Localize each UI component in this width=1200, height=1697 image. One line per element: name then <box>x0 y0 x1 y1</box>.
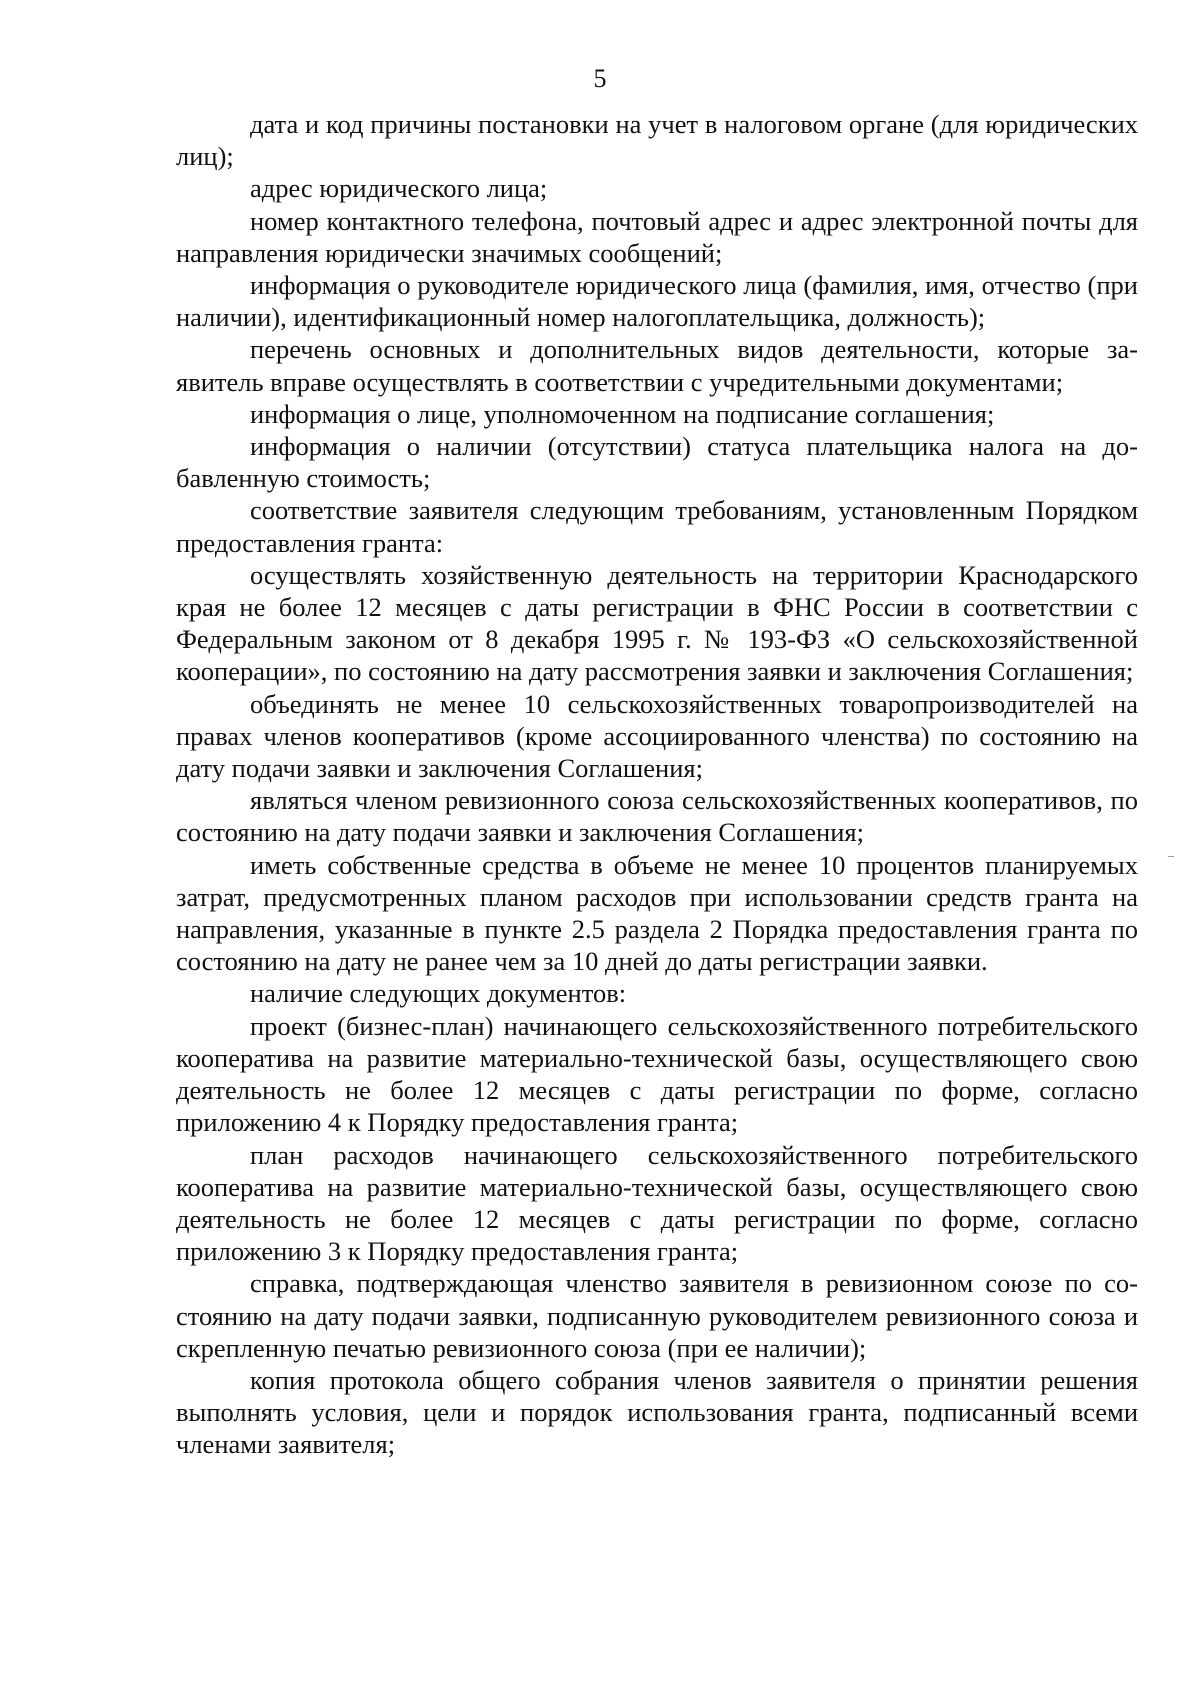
paragraph-director-info: информация о руководителе юридического лица (фамилия, имя, отчество (при наличии), идентификационный номер налогоплательщика, должность); <box>176 270 1138 333</box>
paragraph-authorized-person: информация о лице, уполномоченном на подписание соглашения; <box>250 398 995 429</box>
paragraph-requirement-own-funds: иметь собственные средства в объеме не менее 10 процентов планируемых затрат, предусмотренных планом расходов при использовании средств гранта на направления, указанные в пункте 2.5 раздела 2 Порядка предоставления гранта по состоянию на дату не ранее чем за 10 дней до даты регистрации заявки. <box>176 849 1138 977</box>
scan-mark <box>1168 856 1174 857</box>
page-number: 5 <box>593 64 607 93</box>
paragraph-requirement-members: объединять не менее 10 сельскохозяйственных товаропроизводителей на правах членов кооперативов (кроме ассоциированного членства) по состоянию на дату подачи заявки и заключения Соглашения; <box>176 688 1138 784</box>
document-body <box>176 108 1138 1461</box>
paragraph-documents-intro: наличие следующих документов: <box>250 978 627 1009</box>
paragraph-document-business-plan: проект (бизнес-план) начинающего сельскохозяйственного потребительского кооператива на развитие материально-технической базы, осуществляющего свою деятельность не более 12 месяцев с даты регистрации по форме, согласно приложению 4 к Порядку предоставления гранта; <box>176 1010 1138 1138</box>
paragraph-document-meeting-protocol: копия протокола общего собрания членов заявителя о принятии решения выполнять условия, цели и порядок использования гранта, подписанный всеми членами заявителя; <box>176 1364 1138 1460</box>
paragraph-activities: перечень основных и дополнительных видов деятельности, которые заявитель вправе осуществлять в соответствии с учредительными документами; <box>176 334 1138 397</box>
paragraph-contact-info: номер контактного телефона, почтовый адрес и адрес электронной почты для направления юридически значимых сообщений; <box>176 205 1138 268</box>
paragraph-vat-status: информация о наличии (отсутствии) статуса плательщика налога на добавленную стоимость; <box>176 431 1138 494</box>
paragraph-requirement-audit-union: являться членом ревизионного союза сельскохозяйственных кооперативов, по состоянию на дату подачи заявки и заключения Соглашения; <box>176 785 1138 848</box>
paragraph-registration-date: дата и код причины постановки на учет в налоговом органе (для юридических лиц); <box>176 109 1138 172</box>
paragraph-requirements-intro: соответствие заявителя следующим требованиям, установленным Порядком предоставления гранта: <box>176 495 1138 558</box>
paragraph-legal-address: адрес юридического лица; <box>250 173 548 204</box>
paragraph-requirement-activity: осуществлять хозяйственную деятельность на территории Краснодарского края не более 12 месяцев с даты регистрации в ФНС России в соответствии с Федеральным законом от 8 декабря 1995 г. № 193-ФЗ «О сельскохозяйственной кооперации», по состоянию на дату рассмотрения заявки и заключения Соглашения; <box>176 559 1138 687</box>
paragraph-document-membership-certificate: справка, подтверждающая членство заявителя в ревизионном союзе по состоянию на дату подачи заявки, подписанную руководителем ревизионного союза и скрепленную печатью ревизионного союза (при ее наличии); <box>176 1268 1138 1363</box>
paragraph-document-expense-plan: план расходов начинающего сельскохозяйственного потребительского кооператива на развитие материально-технической базы, осуществляющего свою деятельность не более 12 месяцев с даты регистрации по форме, согласно приложению 3 к Порядку предоставления гранта; <box>176 1139 1138 1267</box>
